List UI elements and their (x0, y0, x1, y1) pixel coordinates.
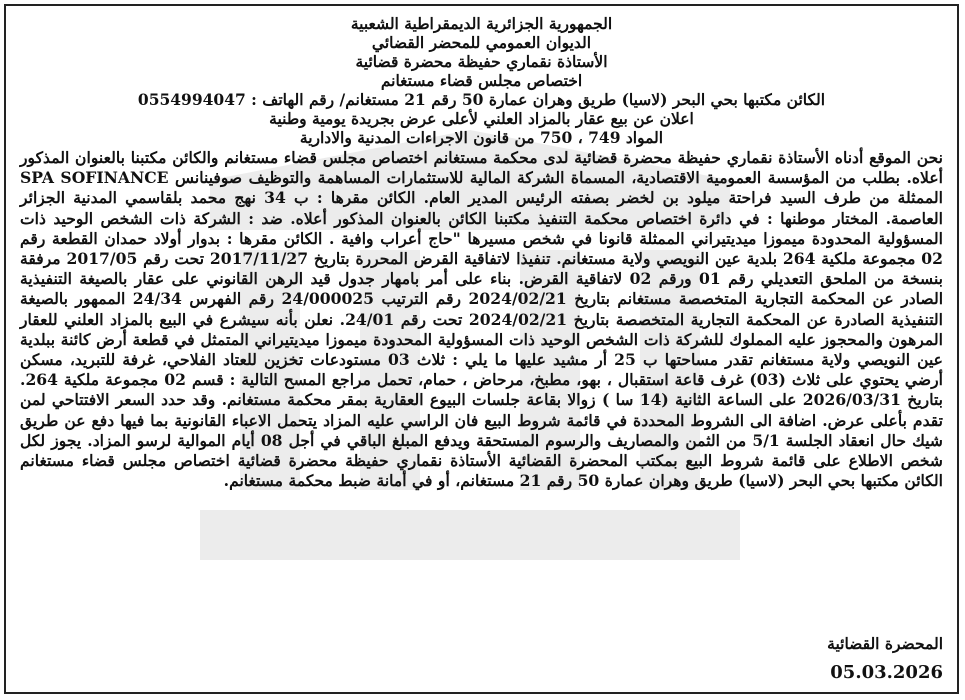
bailiff-name: الأستاذة نقماري حفيظة محضرة قضائية (355, 52, 608, 71)
announcement-footer (827, 634, 943, 684)
announcement-date: 05.03.2026 (830, 662, 943, 683)
announcement-body: نحن الموقع أدناه الأستاذة نقماري حفيظة محضرة قضائية لدى محكمة مستغانم اختصاص مجلس قضاء مستغانم والكائن مكتبنا بالعنوان المذكور أعلاه. بطلب من المؤسسة العمومية الاقتصادية، المسماة الشركة المالية للاستثمارات المساهمة والتوظيف صوفينانس SPA SOFINANCE الممثلة من طرف السيد فراحتة ميلود بن لخضر بصفته الرئيس المدير العام. الكائن مقرها : ب 34 نهج محمد بلقاسمي المدنية الجزائر العاصمة. المختار موطنها : في دائرة اختصاص محكمة التنفيذ مكتبنا الكائن بالعنوان المذكور أعلاه. ضد : الشركة ذات الشخص الوحيد ذات المسؤولية المحدودة ميموزا ميديتيراني الممثلة قانونا في شخص مسيرها "حاج أعراب وافية . الكائن مقرها : بدوار أولاد حمدان القطعة رقم 02 مجموعة ملكية 264 بلدية عين النويصي ولاية مستغانم. تنفيذا لاتفاقية القرض المحررة بتاريخ 2017/11/27 تحت رقم 2017/05 مرفقة بنسخة من الملحق التعديلي رقم 01 ورقم 02 لاتفاقية القرض. بناء على أمر بامهار جدول قيد الرهن القانوني على عقار بالصيغة التنفيذية الصادر عن المحكمة التجارية المتخصصة مستغانم بتاريخ 2024/02/21 رقم الترتيب 24/000025 رقم الفهرس 24/34 الممهور بالصيغة التنفيذية الصادرة عن المحكمة التجارية المتخصصة بتاريخ 2024/02/21 تحت رقم 24/01. نعلن بأنه سيشرع في البيع بالمزاد العلني للعقار المرهون والمحجوز عليه المملوك للشركة ذات الشخص الوحيد ذات المسؤولية المحدودة ميموزا ميديتيراني المتمثل في قطعة أرض كائنة ببلدية عين النويصي ولاية مستغانم تقدر مساحتها ب 25 أر مشيد عليها ما يلي : ثلاث 03 مستودعات تخزين للعتاد الفلاحي، غرفة للتبريد، مسكن أرضي يحتوي على ثلاث (03) غرف قاعة استقبال ، بهو، مطبخ، مرحاض ، حمام، تحمل مراجع المسح التالية : قسم 02 مجموعة ملكية 264. بتاريخ 2026/03/31 على الساعة الثانية (14 سا ) زوالا بقاعة جلسات البيوع العقارية بمقر محكمة مستغانم. وقد حدد السعر الافتتاحي لمن تقدم بأعلى عرض. اضافة الى الشروط المحددة في قائمة شروط البيع فان الراسي عليه المزاد يتحمل الاعباء القانونية بما فيها دفع عن طريق شيك حال انعقاد الجلسة 5/1 من الثمن والمصاريف والرسوم المستحقة ويدفع المبلغ الباقي في أجل 08 أيام الموالية لرسو المزاد. يجوز لكل شخص الاطلاع على قائمة شروط البيع بمكتب المحضرة القضائية الأستاذة نقماري حفيظة محضرة قضائية اختصاص مجلس قضاء مستغانم الكائن مكتبها بحي البحر (لاسيا) طريق وهران عمارة 50 رقم 21 مستغانم، أو في أمانة ضبط محكمة مستغانم. (20, 148, 944, 491)
office-address-phone: الكائن مكتبها بحي البحر (لاسيا) طريق وهران عمارة 50 رقم 21 مستغانم/ رقم الهاتف : 0554994047 (137, 90, 826, 109)
republic-title: الجمهورية الجزائرية الديمقراطية الشعبية (350, 14, 613, 33)
office-title: الديوان العمومي للمحضر القضائي (371, 33, 592, 52)
legal-articles: المواد 749 ، 750 من قانون الاجراءات المدنية والادارية (299, 128, 664, 147)
signature-office: المحضرة القضائية (827, 634, 943, 653)
announcement-frame (4, 4, 959, 694)
announcement-header (20, 14, 943, 147)
announcement-title: اعلان عن بيع عقار بالمزاد العلني لأعلى عرض بجريدة يومية وطنية (269, 109, 694, 128)
jurisdiction: اختصاص مجلس قضاء مستغانم (380, 71, 583, 90)
